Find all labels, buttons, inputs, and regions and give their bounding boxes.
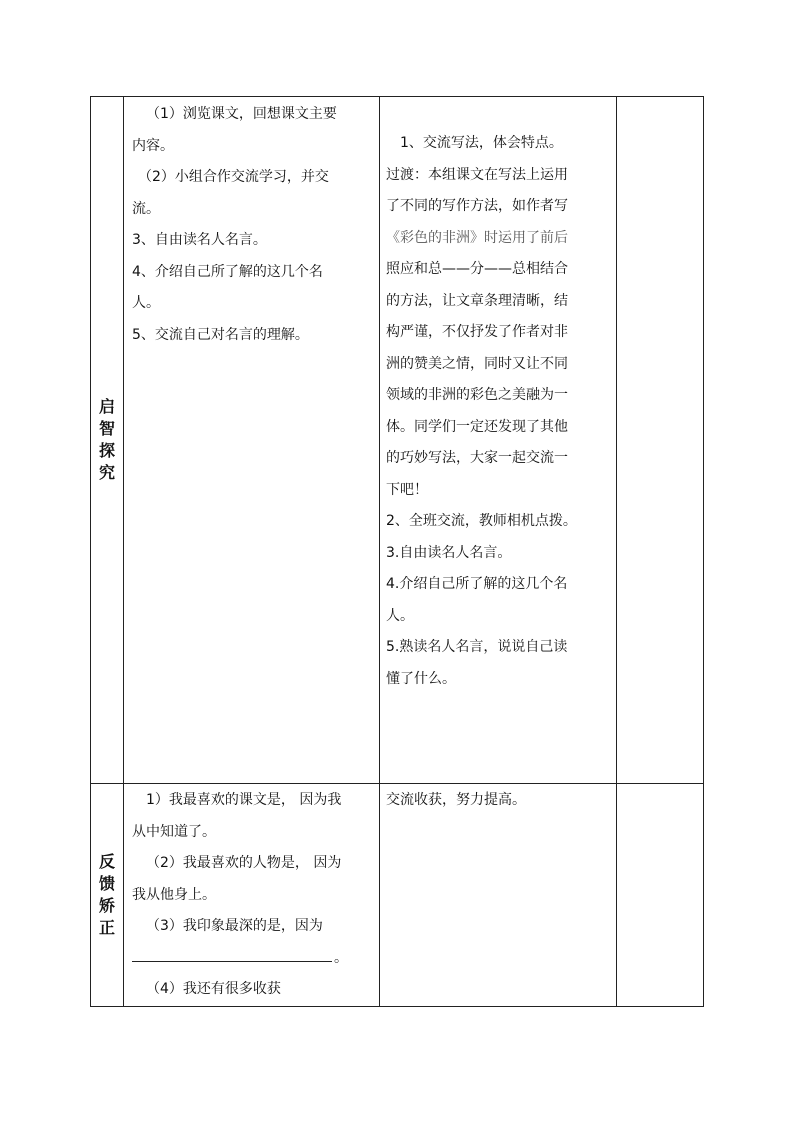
stage-cell xyxy=(91,97,124,784)
student-activity-cell xyxy=(124,784,380,1007)
teacher-line: 1、交流写法，体会特点。 xyxy=(400,135,563,151)
teacher-line: 领域的非洲的彩色之美融为一 xyxy=(386,387,568,403)
student-line: 我从他身上。 xyxy=(132,886,216,903)
teacher-line: 交流收获，努力提高。 xyxy=(386,792,526,808)
teacher-line: 2、全班交流，教师相机点拨。 xyxy=(386,513,577,529)
student-line: （2）我最喜欢的人物是， 因为 xyxy=(146,855,342,871)
teacher-line: 《彩色的非洲》时运用了前后 xyxy=(386,229,568,246)
teacher-line: 洲的赞美之情，同时又让不同 xyxy=(386,355,568,372)
teacher-line: 懂了什么。 xyxy=(386,670,456,687)
student-line: 人。 xyxy=(132,295,160,311)
teacher-activity-cell xyxy=(380,784,617,1007)
teacher-line: 下吧！ xyxy=(386,481,428,498)
notes-cell xyxy=(617,784,704,1007)
teacher-line: 4.介绍自己所了解的这几个名 xyxy=(386,576,568,592)
student-line: （2）小组合作交流学习，并交 xyxy=(138,169,329,185)
student-line: 从中知道了。 xyxy=(132,823,216,840)
teacher-line: 了不同的写作方法，如作者写 xyxy=(386,198,568,214)
teacher-line: 5.熟读名人名言，说说自己读 xyxy=(386,639,568,655)
teacher-activity-cell xyxy=(380,97,617,784)
teacher-line: 3.自由读名人名言。 xyxy=(386,544,512,561)
student-line: 内容。 xyxy=(132,137,174,154)
student-line: （1）浏览课文，回想课文主要 xyxy=(146,106,337,122)
teacher-line: 体。同学们一定还发现了其他 xyxy=(386,418,568,435)
blank-end-punct: 。 xyxy=(334,949,348,966)
blank-underline xyxy=(132,947,332,962)
stage-label: 反馈矫正 xyxy=(99,851,116,937)
teacher-line: 的巧妙写法，大家一起交流一 xyxy=(386,450,568,466)
teacher-line: 构严谨，不仅抒发了作者对非 xyxy=(386,324,568,340)
student-line: 4、介绍自己所了解的这几个名 xyxy=(132,263,323,280)
stage-cell xyxy=(91,784,124,1007)
stage-label: 启智探究 xyxy=(99,397,116,482)
student-line: 5、交流自己对名言的理解。 xyxy=(132,326,309,343)
student-activity-cell xyxy=(124,97,380,784)
teacher-line: 过渡：本组课文在写法上运用 xyxy=(386,166,568,183)
table-row xyxy=(91,97,704,784)
teacher-line: 的方法，让文章条理清晰，结 xyxy=(386,292,568,309)
student-line: （3）我印象最深的是，因为 xyxy=(146,918,323,934)
table-row xyxy=(91,784,704,1007)
student-line: （4）我还有很多收获 xyxy=(146,981,281,997)
student-line: 流。 xyxy=(132,200,160,217)
student-line: 3、自由读名人名言。 xyxy=(132,232,267,248)
teacher-line: 人。 xyxy=(386,607,414,624)
fill-blank-line xyxy=(132,943,373,975)
lesson-plan-table xyxy=(90,96,704,1007)
student-line: 1）我最喜欢的课文是， 因为我 xyxy=(146,792,342,808)
notes-cell xyxy=(617,97,704,784)
teacher-line: 照应和总——分——总相结合 xyxy=(386,261,568,277)
